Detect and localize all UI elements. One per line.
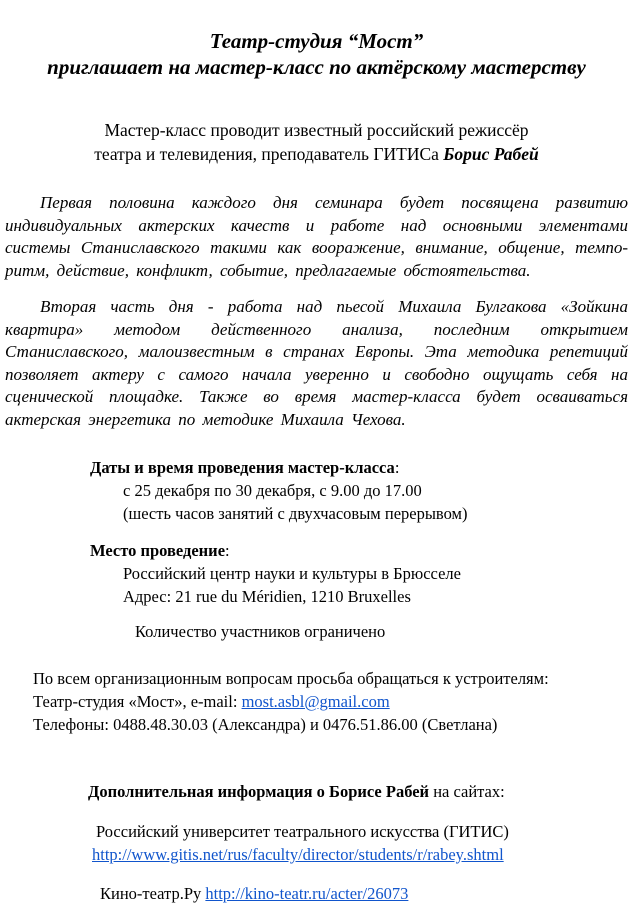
gitis-site-label: Российский университет театрального искусства (ГИТИС) xyxy=(96,822,509,841)
subtitle-block xyxy=(0,118,633,166)
venue-section xyxy=(0,539,633,608)
contacts-line-2 xyxy=(33,690,633,713)
title-line-1: Театр-студия “Мост” xyxy=(209,29,424,53)
document-title xyxy=(0,28,633,80)
contacts-section xyxy=(33,667,633,736)
venue-line-2: Адрес: 21 rue du Méridien, 1210 Bruxelles xyxy=(123,587,411,606)
dates-line-1: с 25 декабря по 30 декабря, с 9.00 до 17.00 xyxy=(123,481,422,500)
dates-heading-text: Даты и время проведения мастер-класса xyxy=(90,458,395,477)
subtitle-line-2 xyxy=(0,142,633,166)
dates-line-2: (шесть часов занятий с двухчасовым перерывом) xyxy=(123,504,468,523)
venue-line-1: Российский центр науки и культуры в Брюсселе xyxy=(123,564,461,583)
paragraph-second-half-of-day: Вторая часть дня - работа над пьесой Михаила Булгакова «Зойкина квартира» методом действенного анализа, последним открытием Станиславского, малоизвестным в странах Европы. Эта методика репетиций позволяет актеру с самого начала уверенно и свободно ощущать себя на сценической площадке. Также во время мастер-класса будет осваиваться актерская энергетика по методике Михаила Чехова. xyxy=(5,297,628,429)
contacts-line-1: По всем организационным вопросам просьба обращаться к устроителям: xyxy=(33,669,549,688)
kino-teatr-link[interactable]: http://kino-teatr.ru/acter/26073 xyxy=(205,884,409,903)
participants-note: Количество участников ограничено xyxy=(135,622,386,641)
instructor-name: Борис Рабей xyxy=(443,144,539,164)
venue-heading-colon: : xyxy=(225,541,230,560)
dates-heading-colon: : xyxy=(394,458,400,477)
kino-teatr-label: Кино-театр.Ру xyxy=(100,884,206,903)
contacts-line-3: Телефоны: 0488.48.30.03 (Александра) и 0476.51.86.00 (Светлана) xyxy=(33,715,498,734)
gitis-link[interactable]: http://www.gitis.net/rus/faculty/director/students/r/rabey.shtml xyxy=(92,845,504,864)
more-info-heading-rest: на сайтах: xyxy=(429,782,505,801)
dates-heading xyxy=(90,456,633,479)
more-info-heading xyxy=(88,780,633,803)
title-line-2: приглашает на мастер-класс по актёрскому мастерству xyxy=(47,55,586,79)
gitis-link-line xyxy=(92,843,633,866)
more-info-heading-bold: Дополнительная информация о Борисе Рабей xyxy=(88,782,430,801)
venue-heading-text: Место проведение xyxy=(90,541,226,560)
email-link[interactable]: most.asbl@gmail.com xyxy=(241,692,390,711)
dates-section xyxy=(0,456,633,525)
venue-heading xyxy=(90,539,633,562)
contacts-line-2-text: Театр-студия «Мост», e-mail: xyxy=(33,692,242,711)
subtitle-line-1: Мастер-класс проводит известный российский режиссёр xyxy=(104,120,529,140)
kino-teatr-line xyxy=(100,882,633,905)
paragraph-first-half-of-day: Первая половина каждого дня семинара будет посвящена развитию индивидуальных актерских качеств и работе над основными элементами системы Станиславского такими как вооражение, внимание, общение, темпо-ритм, действие, конфликт, событие, предлагаемые обстоятельства. xyxy=(5,193,628,280)
subtitle-line-2-text: театра и телевидения, преподаватель ГИТИСа xyxy=(94,144,444,164)
flyer-document-page xyxy=(0,28,633,917)
